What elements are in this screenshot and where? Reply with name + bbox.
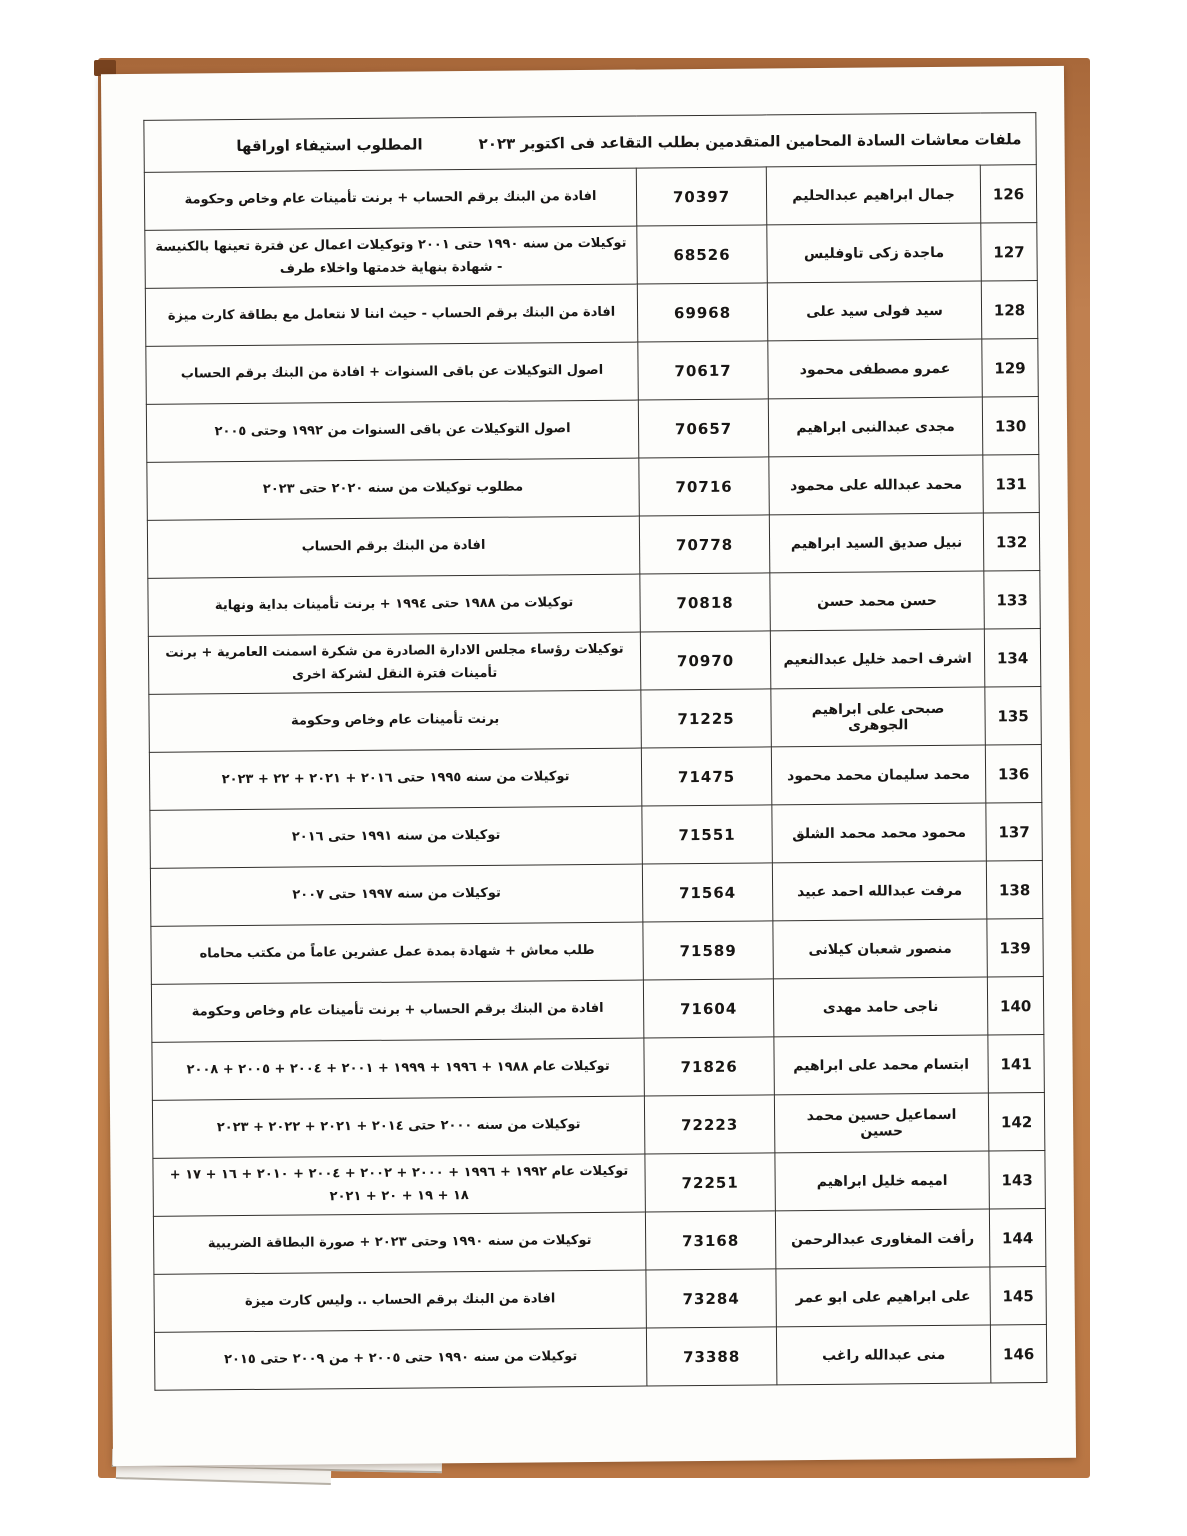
table-row xyxy=(150,861,1043,927)
name-cell: منصور شعبان كيلانى xyxy=(773,919,987,979)
file-number-cell: 69968 xyxy=(637,283,768,342)
table-row xyxy=(150,803,1043,869)
table-row xyxy=(147,455,1040,521)
required-documents-cell: توكيلات من ١٩٨٨ حتى ١٩٩٤ + برنت تأمينات بداية ونهاية xyxy=(148,574,641,636)
table-row xyxy=(147,513,1040,579)
table-row xyxy=(148,571,1041,637)
file-number-cell: 73284 xyxy=(646,1269,777,1328)
row-number-cell: 134 xyxy=(984,629,1041,687)
table-body xyxy=(144,113,1047,1391)
document-paper xyxy=(101,66,1076,1466)
required-documents-cell: اصول التوكيلات عن باقى السنوات من ١٩٩٢ وحتى ٢٠٠٥ xyxy=(146,400,639,462)
name-cell: ناجى حامد مهدى xyxy=(773,977,987,1037)
name-cell: على ابراهيم على ابو عمر xyxy=(776,1267,990,1327)
required-documents-cell: توكيلات عام ١٩٨٨ + ١٩٩٦ + ١٩٩٩ + ٢٠٠١ + ٢٠٠٤ + ٢٠٠٥ + ٢٠٠٨ xyxy=(152,1038,645,1100)
row-number-cell: 145 xyxy=(990,1267,1047,1325)
row-number-cell: 132 xyxy=(983,513,1040,571)
table-row xyxy=(153,1151,1046,1217)
required-documents-cell: افادة من البنك برقم الحساب xyxy=(147,516,640,578)
file-number-cell: 71826 xyxy=(644,1037,775,1096)
row-number-cell: 128 xyxy=(981,281,1038,339)
document-title-main: ملفات معاشات السادة المحامين المتقدمين بطلب التقاعد فى اكتوبر ٢٠٢٣ xyxy=(478,129,1022,153)
name-cell: صبحى على ابراهيم الجوهرى xyxy=(771,687,985,747)
required-documents-cell: توكيلات من سنه ١٩٩٧ حتى ٢٠٠٧ xyxy=(150,864,643,926)
file-number-cell: 71564 xyxy=(642,863,773,922)
table-row xyxy=(145,281,1038,347)
document-title-note: المطلوب استيفاء اوراقها xyxy=(236,134,423,155)
file-number-cell: 71604 xyxy=(643,979,774,1038)
row-number-cell: 138 xyxy=(986,861,1043,919)
row-number-cell: 139 xyxy=(987,919,1044,977)
row-number-cell: 146 xyxy=(990,1325,1047,1383)
name-cell: حسن محمد حسن xyxy=(770,571,984,631)
table-row xyxy=(145,223,1038,289)
name-cell: عمرو مصطفى محمود xyxy=(768,339,982,399)
required-documents-cell: طلب معاش + شهادة بمدة عمل عشرين عاماً من مكتب محاماه xyxy=(151,922,644,984)
file-number-cell: 70818 xyxy=(640,573,771,632)
name-cell: ابتسام محمد على ابراهيم xyxy=(774,1035,988,1095)
table-row xyxy=(152,1035,1045,1101)
name-cell: اشرف احمد خليل عبدالنعيم xyxy=(770,629,984,689)
name-cell: محمد سليمان محمد محمود xyxy=(771,745,985,805)
row-number-cell: 129 xyxy=(982,339,1039,397)
table-row xyxy=(151,977,1044,1043)
row-number-cell: 140 xyxy=(987,977,1044,1035)
row-number-cell: 142 xyxy=(988,1093,1045,1151)
name-cell: سيد فولى سيد على xyxy=(767,281,981,341)
table-row xyxy=(151,919,1044,985)
file-number-cell: 70970 xyxy=(640,631,771,690)
file-number-cell: 71589 xyxy=(643,921,774,980)
required-documents-cell: توكيلات رؤساء مجلس الادارة الصادرة من شكرة اسمنت العامرية + برنت تأمينات فترة النقل لشركة اخرى xyxy=(148,632,641,694)
file-number-cell: 70397 xyxy=(636,167,767,226)
file-number-cell: 73388 xyxy=(646,1327,777,1386)
table-row xyxy=(144,165,1037,231)
required-documents-cell: افادة من البنك برقم الحساب + برنت تأمينات عام وخاص وحكومة xyxy=(151,980,644,1042)
row-number-cell: 143 xyxy=(989,1151,1046,1209)
row-number-cell: 130 xyxy=(982,397,1039,455)
required-documents-cell: افادة من البنك برقم الحساب - حيث اننا لا نتعامل مع بطاقة كارت ميزة xyxy=(145,284,638,346)
row-number-cell: 131 xyxy=(983,455,1040,513)
required-documents-cell: توكيلات من سنه ١٩٩٠ وحتى ٢٠٢٣ + صورة البطاقة الضريبية xyxy=(153,1212,646,1274)
file-number-cell: 70716 xyxy=(639,457,770,516)
name-cell: ماجدة زكى تاوفليس xyxy=(767,223,981,283)
name-cell: مجدى عبدالنبى ابراهيم xyxy=(768,397,982,457)
required-documents-cell: افادة من البنك برقم الحساب .. وليس كارت ميزة xyxy=(154,1270,647,1332)
row-number-cell: 137 xyxy=(986,803,1043,861)
table-row xyxy=(154,1267,1047,1333)
row-number-cell: 127 xyxy=(981,223,1038,281)
file-number-cell: 71551 xyxy=(642,805,773,864)
document-title xyxy=(158,130,1021,156)
file-number-cell: 70617 xyxy=(638,341,769,400)
file-number-cell: 72223 xyxy=(644,1095,775,1154)
required-documents-cell: توكيلات عام ١٩٩٢ + ١٩٩٦ + ٢٠٠٠ + ٢٠٠٢ + ٢٠٠٤ + ٢٠١٠ + ١٦ + ١٧ + ١٨ + ١٩ + ٢٠ + ٢٠٢١ xyxy=(153,1154,646,1216)
name-cell: مرفت عبدالله احمد عبيد xyxy=(772,861,986,921)
table-row xyxy=(154,1325,1047,1391)
required-documents-cell: مطلوب توكيلات من سنه ٢٠٢٠ حتى ٢٠٢٣ xyxy=(147,458,640,520)
row-number-cell: 135 xyxy=(985,687,1042,745)
name-cell: محمد عبدالله على محمود xyxy=(769,455,983,515)
file-number-cell: 71225 xyxy=(641,689,772,748)
document-title-cell xyxy=(144,113,1036,173)
required-documents-cell: توكيلات من سنه ١٩٩٠ حتى ٢٠٠١ وتوكيلات اعمال عن فترة تعينها بالكنيسة - شهادة بنهاية خدمتها واخلاء طرف xyxy=(145,226,638,288)
table-row xyxy=(149,745,1042,811)
row-number-cell: 136 xyxy=(985,745,1042,803)
table-row xyxy=(148,629,1041,695)
name-cell: اسماعيل حسين محمد حسين xyxy=(774,1093,988,1153)
table-row xyxy=(146,397,1039,463)
required-documents-cell: توكيلات من سنه ١٩٩١ حتى ٢٠١٦ xyxy=(150,806,643,868)
file-number-cell: 70657 xyxy=(638,399,769,458)
name-cell: اميمه خليل ابراهيم xyxy=(775,1151,989,1211)
name-cell: نبيل صديق السيد ابراهيم xyxy=(769,513,983,573)
row-number-cell: 141 xyxy=(988,1035,1045,1093)
pension-files-table xyxy=(143,112,1047,1391)
table-row xyxy=(149,687,1042,753)
required-documents-cell: توكيلات من سنه ١٩٩٥ حتى ٢٠١٦ + ٢٠٢١ + ٢٢ + ٢٠٢٣ xyxy=(149,748,642,810)
file-number-cell: 72251 xyxy=(645,1153,776,1212)
file-number-cell: 70778 xyxy=(639,515,770,574)
file-number-cell: 71475 xyxy=(641,747,772,806)
row-number-cell: 126 xyxy=(980,165,1037,223)
table-row xyxy=(153,1209,1046,1275)
file-number-cell: 68526 xyxy=(637,225,768,284)
required-documents-cell: اصول التوكيلات عن باقى السنوات + افادة من البنك برقم الحساب xyxy=(146,342,639,404)
file-number-cell: 73168 xyxy=(645,1211,776,1270)
name-cell: محمود محمد محمد الشلق xyxy=(772,803,986,863)
required-documents-cell: افادة من البنك برقم الحساب + برنت تأمينات عام وخاص وحكومة xyxy=(144,168,637,230)
table-row xyxy=(152,1093,1045,1159)
name-cell: رأفت المغاورى عبدالرحمن xyxy=(775,1209,989,1269)
name-cell: جمال ابراهيم عبدالحليم xyxy=(766,165,980,225)
title-row xyxy=(144,113,1036,173)
row-number-cell: 144 xyxy=(989,1209,1046,1267)
table-row xyxy=(146,339,1039,405)
required-documents-cell: برنت تأمينات عام وخاص وحكومة xyxy=(149,690,642,752)
required-documents-cell: توكيلات من سنه ١٩٩٠ حتى ٢٠٠٥ + من ٢٠٠٩ حتى ٢٠١٥ xyxy=(154,1328,647,1390)
required-documents-cell: توكيلات من سنه ٢٠٠٠ حتى ٢٠١٤ + ٢٠٢١ + ٢٠٢٢ + ٢٠٢٣ xyxy=(152,1096,645,1158)
row-number-cell: 133 xyxy=(984,571,1041,629)
name-cell: منى عبدالله راغب xyxy=(776,1325,990,1385)
